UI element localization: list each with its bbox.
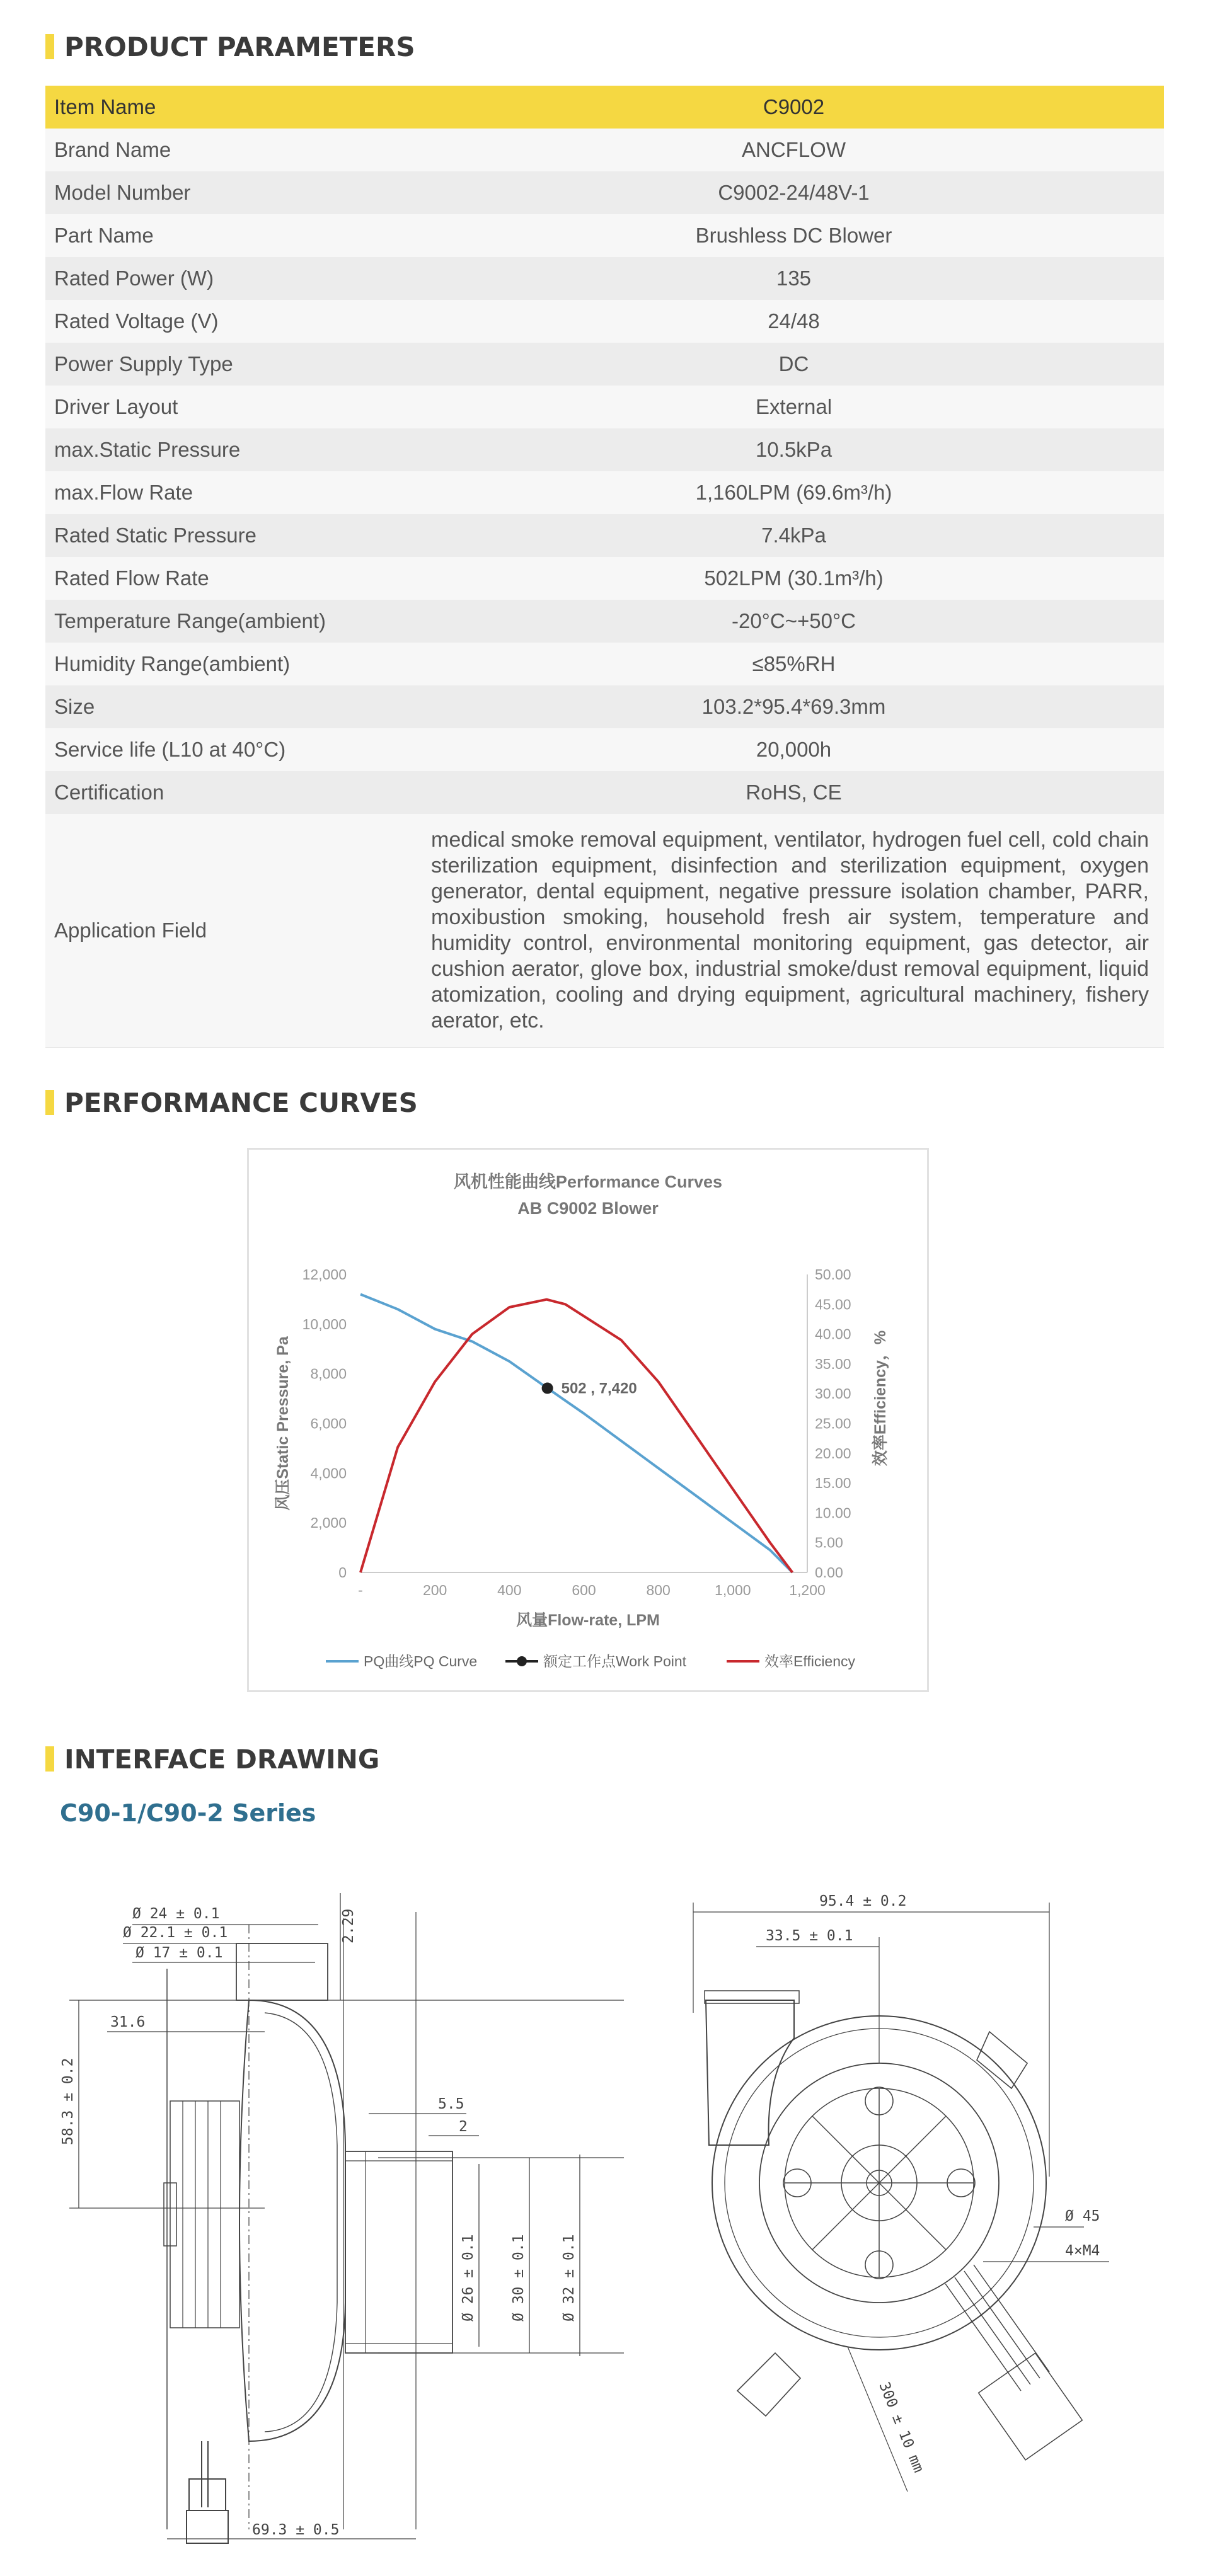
- param-key: Application Field: [54, 919, 207, 942]
- param-key: Rated Voltage (V): [54, 309, 219, 333]
- table-row: [45, 685, 1164, 728]
- y2-tick-label: 40.00: [815, 1325, 851, 1342]
- interface-title-text: INTERFACE DRAWING: [64, 1743, 380, 1775]
- dim-h583: 58.3 ± 0.2: [60, 2058, 76, 2145]
- params-section-title: [45, 30, 415, 63]
- param-key: Rated Flow Rate: [54, 566, 209, 590]
- y2-tick-label: 25.00: [815, 1415, 851, 1432]
- param-key: Model Number: [54, 181, 191, 204]
- param-value: C9002-24/48V-1: [718, 181, 870, 204]
- outlet-tube: [345, 2151, 452, 2353]
- table-row: [45, 386, 1164, 428]
- housing-body: [239, 2000, 345, 2441]
- inlet-spout: [706, 2000, 794, 2145]
- param-value: 135: [776, 266, 812, 290]
- inlet-rim: [705, 1991, 799, 2003]
- y-tick-label: 12,000: [302, 1266, 347, 1283]
- y2-tick-label: 20.00: [815, 1445, 851, 1462]
- param-value: DC: [778, 352, 809, 375]
- param-value: RoHS, CE: [746, 781, 842, 804]
- legend-label: 效率Efficiency: [764, 1653, 856, 1669]
- table-row-application: [45, 814, 1164, 1048]
- x-tick-label: 800: [646, 1582, 671, 1598]
- table-row: [45, 343, 1164, 386]
- table-row: [45, 643, 1164, 685]
- dim-w55: 5.5: [438, 2096, 464, 2112]
- table-row: [45, 129, 1164, 171]
- cable: [964, 2271, 1040, 2378]
- title-accent-bar: [45, 1090, 54, 1115]
- series-title: C90-1/C90-2 Series: [60, 1799, 316, 1827]
- dim-cable: 300 ± 10 mm: [875, 2379, 927, 2475]
- y-tick-label: 0: [338, 1564, 347, 1581]
- interface-section-title: [45, 1743, 379, 1775]
- table-header-row: [45, 86, 1164, 129]
- dim-d30: Ø 30 ± 0.1: [510, 2234, 527, 2321]
- table-row: [45, 557, 1164, 600]
- param-key: Certification: [54, 781, 164, 804]
- cable: [974, 2265, 1049, 2372]
- param-value: 7.4kPa: [761, 524, 826, 547]
- y-tick-label: 6,000: [310, 1415, 347, 1432]
- top-dim-labels: [766, 1893, 1100, 2475]
- side-dimensions: [79, 1893, 580, 2539]
- y2-tick-label: 45.00: [815, 1296, 851, 1313]
- y2-tick-label: 30.00: [815, 1385, 851, 1402]
- param-value: 103.2*95.4*69.3mm: [701, 695, 886, 718]
- cable-bundle: [945, 2265, 1082, 2460]
- table-row: [45, 771, 1164, 814]
- dim-d24: Ø 24 ± 0.1: [132, 1906, 220, 1922]
- table-row: [45, 300, 1164, 343]
- chart-title: 风机性能曲线Performance Curves: [453, 1172, 723, 1191]
- table-row: [45, 257, 1164, 300]
- performance-chart: [247, 1148, 929, 1692]
- param-value: medical smoke removal equipment, ventilator, hydrogen fuel cell, cold chain sterilization equipment, disinfection and sterilization equipment, oxygen generator, dental equipment, negative pressure isolation chamber, PARR, moxibustion smoking, household fresh air system, temperature and humidity control, environmental monitoring equipment, gas detector, air cushion aerator, glove box, industrial smoke/dust removal equipment, liquid atomization, cooling and drying equipment, agricultural machinery, fishery aerator, etc.: [431, 828, 1149, 1033]
- param-key: Rated Power (W): [54, 266, 214, 290]
- cable-connector: [979, 2353, 1083, 2460]
- rotor-spokes: [785, 2088, 974, 2277]
- dim-d22: Ø 22.1 ± 0.1: [123, 1925, 228, 1941]
- parameters-table: [45, 86, 1164, 1048]
- legend-label: PQ曲线PQ Curve: [364, 1653, 478, 1669]
- dim-w693: 69.3 ± 0.5: [252, 2522, 340, 2538]
- x-tick-label: -: [358, 1582, 363, 1598]
- performance-chart-svg: [249, 1150, 927, 1690]
- table-row: [45, 728, 1164, 771]
- dim-d45: Ø 45: [1065, 2208, 1100, 2224]
- param-key: Temperature Range(ambient): [54, 609, 326, 633]
- x-tick-label: 600: [572, 1582, 596, 1598]
- legend-label: 额定工作点Work Point: [543, 1653, 687, 1669]
- param-key: Size: [54, 695, 95, 718]
- curves-section-title: [45, 1086, 418, 1119]
- y2-tick-label: 10.00: [815, 1504, 851, 1521]
- param-value: -20°C~+50°C: [731, 609, 856, 633]
- param-value: 1,160LPM (69.6m³/h): [695, 481, 892, 504]
- y-axis-label: 风压Static Pressure, Pa: [274, 1336, 292, 1511]
- housing-inner: [265, 2013, 337, 2432]
- table-row: [45, 514, 1164, 557]
- table-row: [45, 171, 1164, 214]
- interface-drawing: [0, 1849, 1210, 2576]
- x-tick-label: 400: [497, 1582, 522, 1598]
- cable: [955, 2277, 1030, 2384]
- series-line: [360, 1295, 792, 1573]
- param-value: ≤85%RH: [752, 652, 836, 675]
- x-tick-label: 200: [422, 1582, 447, 1598]
- param-value: External: [755, 395, 833, 418]
- dim-h229: 2.29: [340, 1908, 357, 1943]
- param-key: max.Flow Rate: [54, 481, 193, 504]
- param-value: 24/48: [768, 309, 820, 333]
- motor-fins: [170, 2101, 239, 2328]
- param-value: 10.5kPa: [755, 438, 833, 461]
- dim-w335: 33.5 ± 0.1: [766, 1928, 853, 1944]
- y-tick-label: 2,000: [310, 1514, 347, 1531]
- side-view: [60, 1893, 624, 2543]
- dim-d26: Ø 26 ± 0.1: [460, 2234, 476, 2321]
- top-view: [693, 1893, 1109, 2492]
- y-tick-label: 4,000: [310, 1465, 347, 1482]
- mount-ear: [977, 2032, 1027, 2088]
- y2-tick-label: 35.00: [815, 1355, 851, 1372]
- y2-tick-label: 50.00: [815, 1266, 851, 1283]
- curves-title-text: PERFORMANCE CURVES: [64, 1087, 418, 1118]
- param-value: C9002: [763, 95, 825, 118]
- dim-w316: 31.6: [110, 2014, 146, 2030]
- connector-plug: [187, 2510, 228, 2543]
- param-key: Power Supply Type: [54, 352, 233, 375]
- dim-m4: 4×M4: [1065, 2243, 1100, 2259]
- param-key: Part Name: [54, 224, 154, 247]
- chart-subtitle: AB C9002 Blower: [517, 1199, 659, 1218]
- mount-ear: [737, 2353, 800, 2416]
- x-tick-label: 1,000: [715, 1582, 751, 1598]
- series-line: [360, 1300, 792, 1572]
- table-row: [45, 471, 1164, 514]
- param-key: Driver Layout: [54, 395, 178, 418]
- param-key: max.Static Pressure: [54, 438, 241, 461]
- params-title-text: PRODUCT PARAMETERS: [64, 31, 415, 62]
- table-row: [45, 214, 1164, 257]
- table-row: [45, 600, 1164, 643]
- param-value: 502LPM (30.1m³/h): [704, 566, 884, 590]
- dim-w954: 95.4 ± 0.2: [819, 1893, 907, 1909]
- param-key: Brand Name: [54, 138, 171, 161]
- param-value: Brushless DC Blower: [695, 224, 892, 247]
- cable: [945, 2284, 1021, 2391]
- param-key: Item Name: [54, 95, 156, 118]
- param-key: Humidity Range(ambient): [54, 652, 291, 675]
- table-row: [45, 428, 1164, 471]
- y2-tick-label: 0.00: [815, 1564, 843, 1581]
- param-value: ANCFLOW: [742, 138, 846, 161]
- x-axis-label: 风量Flow-rate, LPM: [516, 1611, 660, 1629]
- y-tick-label: 8,000: [310, 1365, 347, 1382]
- work-point-marker: [542, 1383, 553, 1394]
- y2-tick-label: 5.00: [815, 1534, 843, 1551]
- y2-tick-label: 15.00: [815, 1475, 851, 1492]
- work-point-label: 502 , 7,420: [561, 1380, 637, 1397]
- y2-axis-label: 效率Efficiency，%: [872, 1330, 889, 1467]
- title-accent-bar: [45, 1746, 54, 1772]
- dim-d32: Ø 32 ± 0.1: [561, 2234, 577, 2321]
- param-key: Service life (L10 at 40°C): [54, 738, 286, 761]
- dim-w2: 2: [459, 2119, 468, 2135]
- y-tick-label: 10,000: [302, 1315, 347, 1332]
- inlet-tube: [236, 1943, 328, 2000]
- dim-d17: Ø 17 ± 0.1: [135, 1945, 223, 1961]
- title-accent-bar: [45, 34, 54, 59]
- legend-marker: [517, 1656, 527, 1666]
- param-key: Rated Static Pressure: [54, 524, 256, 547]
- param-value: 20,000h: [756, 738, 832, 761]
- x-tick-label: 1,200: [789, 1582, 826, 1598]
